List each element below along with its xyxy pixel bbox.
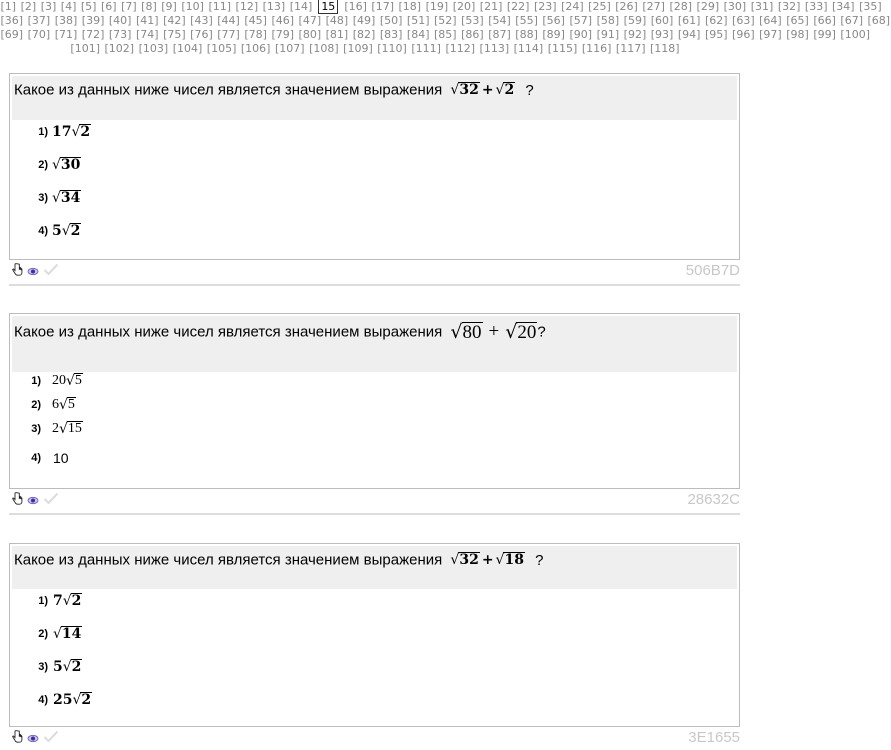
page-link[interactable]: [72] [81, 28, 105, 41]
page-link[interactable]: [90] [569, 28, 593, 41]
page-link[interactable]: [31] [750, 0, 774, 13]
page-link[interactable]: [22] [506, 0, 530, 13]
page-link[interactable]: [108] [309, 42, 339, 55]
page-link[interactable]: [92] [623, 28, 647, 41]
page-link[interactable]: [48] [325, 14, 349, 27]
page-link[interactable]: [106] [240, 42, 271, 55]
page-link[interactable]: [81] [325, 28, 349, 41]
pagination-row [0, 14, 891, 28]
page-link[interactable]: [111] [411, 42, 441, 55]
page-link[interactable]: [97] [759, 28, 782, 41]
page-link[interactable]: [55] [515, 14, 538, 27]
page-link[interactable]: [79] [271, 28, 295, 41]
page-link[interactable]: [115] [547, 42, 578, 55]
eye-icon[interactable] [27, 263, 39, 281]
page-link[interactable]: [101] [70, 42, 100, 55]
page-link[interactable]: [98] [786, 28, 809, 41]
page-link[interactable]: [87] [488, 28, 511, 41]
page-link[interactable]: [68] [867, 14, 891, 27]
question-header: Какое из данных ниже чисел является значением выражения √ 32 + √ 2 ? [12, 76, 737, 120]
page-link[interactable]: [11] [208, 0, 232, 13]
page-link[interactable]: [10] [181, 0, 204, 13]
page-link[interactable]: [39] [81, 14, 105, 27]
task-toolbar [9, 727, 740, 747]
page-link[interactable]: [85] [434, 28, 457, 41]
page-link[interactable]: [17] [371, 0, 394, 13]
page-link[interactable]: [89] [542, 28, 565, 41]
check-icon[interactable] [43, 492, 59, 510]
page-link[interactable]: [21] [479, 0, 503, 13]
page-link[interactable]: [40] [108, 14, 132, 27]
page-link[interactable]: [64] [759, 14, 782, 27]
page-link[interactable]: [6] [100, 0, 117, 13]
page-link[interactable]: [7] [121, 0, 137, 13]
page-link[interactable]: [44] [217, 14, 240, 27]
page-link[interactable]: [51] [406, 14, 430, 27]
page-link[interactable]: [42] [163, 14, 186, 27]
page-link[interactable]: [35] [859, 0, 882, 13]
page-link[interactable]: [5] [80, 0, 97, 13]
page-link[interactable]: [8] [141, 0, 157, 13]
eye-icon[interactable] [27, 492, 39, 510]
page-link[interactable]: [107] [274, 42, 305, 55]
page-link[interactable]: [34] [832, 0, 855, 13]
pagination [0, 0, 891, 56]
page-link[interactable]: [94] [677, 28, 701, 41]
page-link[interactable]: [104] [172, 42, 203, 55]
task-id: 3E1655 [688, 729, 740, 746]
page-link[interactable]: [33] [804, 0, 828, 13]
page-link[interactable]: [61] [677, 14, 701, 27]
task-id: 506B7D [685, 262, 740, 279]
page-link[interactable]: [82] [352, 28, 376, 41]
page-link[interactable]: [112] [445, 42, 476, 55]
page-link[interactable]: [80] [298, 28, 322, 41]
page-link[interactable]: [53] [461, 14, 484, 27]
page-link[interactable]: [26] [615, 0, 638, 13]
divider [9, 513, 740, 515]
page-link[interactable]: [76] [190, 28, 213, 41]
question-expression: √ 32 + √ 18 [450, 552, 524, 569]
question-header: Какое из данных ниже чисел является значением выражения √ 32 + √ 18 ? [12, 546, 737, 589]
page-link[interactable]: [3] [40, 0, 57, 13]
page-link[interactable]: [83] [379, 28, 403, 41]
check-icon[interactable] [43, 263, 59, 281]
page-link[interactable]: [38] [54, 14, 78, 27]
page-link[interactable]: [14] [289, 0, 313, 13]
page-link[interactable]: [41] [135, 14, 159, 27]
page-link[interactable]: [12] [235, 0, 259, 13]
page-link[interactable]: [32] [777, 0, 801, 13]
page-link[interactable]: [24] [561, 0, 584, 13]
page-link[interactable]: [50] [379, 14, 403, 27]
question-header: Какое из данных ниже чисел является значением выражения √ 80 + √ 20 ? [12, 316, 737, 372]
page-link[interactable]: [16] [344, 0, 367, 13]
page-link[interactable]: [109] [343, 42, 373, 55]
question-text: Какое из данных ниже чисел является значением выражения [14, 323, 443, 341]
page-link[interactable]: [93] [650, 28, 674, 41]
page-link[interactable]: [43] [190, 14, 213, 27]
page-link[interactable]: [73] [108, 28, 132, 41]
hand-pointer-icon[interactable] [11, 492, 23, 510]
task-card: Какое из данных ниже чисел является значением выражения √ 32 + √ 2 ? 1) 17 √ 2 2) √ 30 3) √ 34 4) 5 √ 2 [9, 73, 740, 260]
page-link[interactable]: [19] [425, 0, 449, 13]
question-text: Какое из данных ниже чисел является значением выражения [14, 551, 443, 569]
page-link[interactable]: [52] [434, 14, 457, 27]
page-link[interactable]: [4] [60, 0, 77, 13]
page-link[interactable]: [63] [732, 14, 755, 27]
page-link[interactable]: [67] [840, 14, 863, 27]
task-3 [9, 543, 740, 747]
page-link[interactable]: [1] [0, 0, 17, 13]
page-link[interactable]: [56] [542, 14, 565, 27]
page-link[interactable]: [110] [377, 42, 407, 55]
page-link[interactable]: [113] [479, 42, 510, 55]
page-link[interactable]: [91] [596, 28, 620, 41]
page-link[interactable]: [25] [588, 0, 611, 13]
page-link[interactable]: [49] [352, 14, 376, 27]
page-link[interactable]: [99] [813, 28, 836, 41]
page-link[interactable]: [37] [27, 14, 51, 27]
page-link[interactable]: [27] [642, 0, 665, 13]
hand-pointer-icon[interactable] [11, 263, 23, 281]
page-link[interactable]: [102] [104, 42, 135, 55]
page-link[interactable]: [88] [515, 28, 538, 41]
check-icon[interactable] [43, 730, 59, 748]
page-link[interactable]: [84] [406, 28, 430, 41]
page-link[interactable]: [86] [461, 28, 484, 41]
page-link[interactable]: 15 [318, 0, 338, 14]
question-text: Какое из данных ниже чисел является значением выражения [14, 81, 443, 99]
page-link[interactable]: [116] [581, 42, 612, 55]
page-link[interactable]: [60] [650, 14, 674, 27]
page-link[interactable]: [74] [135, 28, 159, 41]
task-1 [9, 73, 740, 280]
page-link[interactable]: [57] [569, 14, 593, 27]
hand-pointer-icon[interactable] [11, 730, 23, 748]
page-link[interactable]: [36] [0, 14, 24, 27]
page-link[interactable]: [9] [161, 0, 177, 13]
page-link[interactable]: [62] [704, 14, 728, 27]
page-link[interactable]: [96] [732, 28, 755, 41]
pagination-row [0, 42, 750, 56]
task-toolbar [9, 260, 740, 280]
page-link[interactable]: [118] [650, 42, 680, 55]
page-link[interactable]: [59] [623, 14, 647, 27]
page-link[interactable]: [2] [20, 0, 37, 13]
page-link[interactable]: [65] [786, 14, 809, 27]
page-link[interactable]: [20] [452, 0, 476, 13]
page-link[interactable]: [75] [163, 28, 186, 41]
page-link[interactable]: [70] [27, 28, 51, 41]
eye-icon[interactable] [27, 730, 39, 748]
page-link[interactable]: [30] [723, 0, 747, 13]
page-link[interactable]: [78] [244, 28, 267, 41]
page-link[interactable]: [117] [615, 42, 646, 55]
page-link[interactable]: [58] [596, 14, 620, 27]
question-expression: √ 80 + √ 20 [450, 321, 537, 344]
task-id: 28632C [687, 491, 740, 508]
page-link[interactable]: [103] [138, 42, 169, 55]
page-link[interactable]: [105] [206, 42, 237, 55]
page-link[interactable]: [77] [217, 28, 240, 41]
task-card: Какое из данных ниже чисел является значением выражения √ 80 + √ 20 ? 1) 20 √ 5 2) 6 √ 5 3) 2 √ 15 4) 10 [9, 313, 740, 489]
page-link[interactable]: [45] [244, 14, 267, 27]
page-link[interactable]: [100] [840, 28, 870, 41]
task-2 [9, 313, 740, 509]
page-link[interactable]: [23] [533, 0, 557, 13]
pagination-row [0, 28, 870, 42]
page-link[interactable]: [95] [704, 28, 728, 41]
page-link[interactable]: [47] [298, 14, 322, 27]
task-toolbar [9, 489, 740, 509]
page-link[interactable]: [28] [669, 0, 693, 13]
page-link[interactable]: [18] [398, 0, 422, 13]
question-expression: √ 32 + √ 2 [450, 82, 515, 99]
page-link[interactable]: [69] [0, 28, 24, 41]
page-link[interactable]: [114] [513, 42, 544, 55]
page-link[interactable]: [29] [696, 0, 720, 13]
page-link[interactable]: [66] [813, 14, 836, 27]
divider [9, 284, 740, 286]
page-link[interactable]: [46] [271, 14, 295, 27]
pagination-row [0, 0, 882, 14]
task-card: Какое из данных ниже чисел является значением выражения √ 32 + √ 18 ? 1) 7 √ 2 2) √ 14 3) 5 √ 2 4) 25 √ 2 [9, 543, 740, 727]
page-link[interactable]: [71] [54, 28, 78, 41]
page-link[interactable]: [13] [262, 0, 286, 13]
page-link[interactable]: [54] [488, 14, 511, 27]
